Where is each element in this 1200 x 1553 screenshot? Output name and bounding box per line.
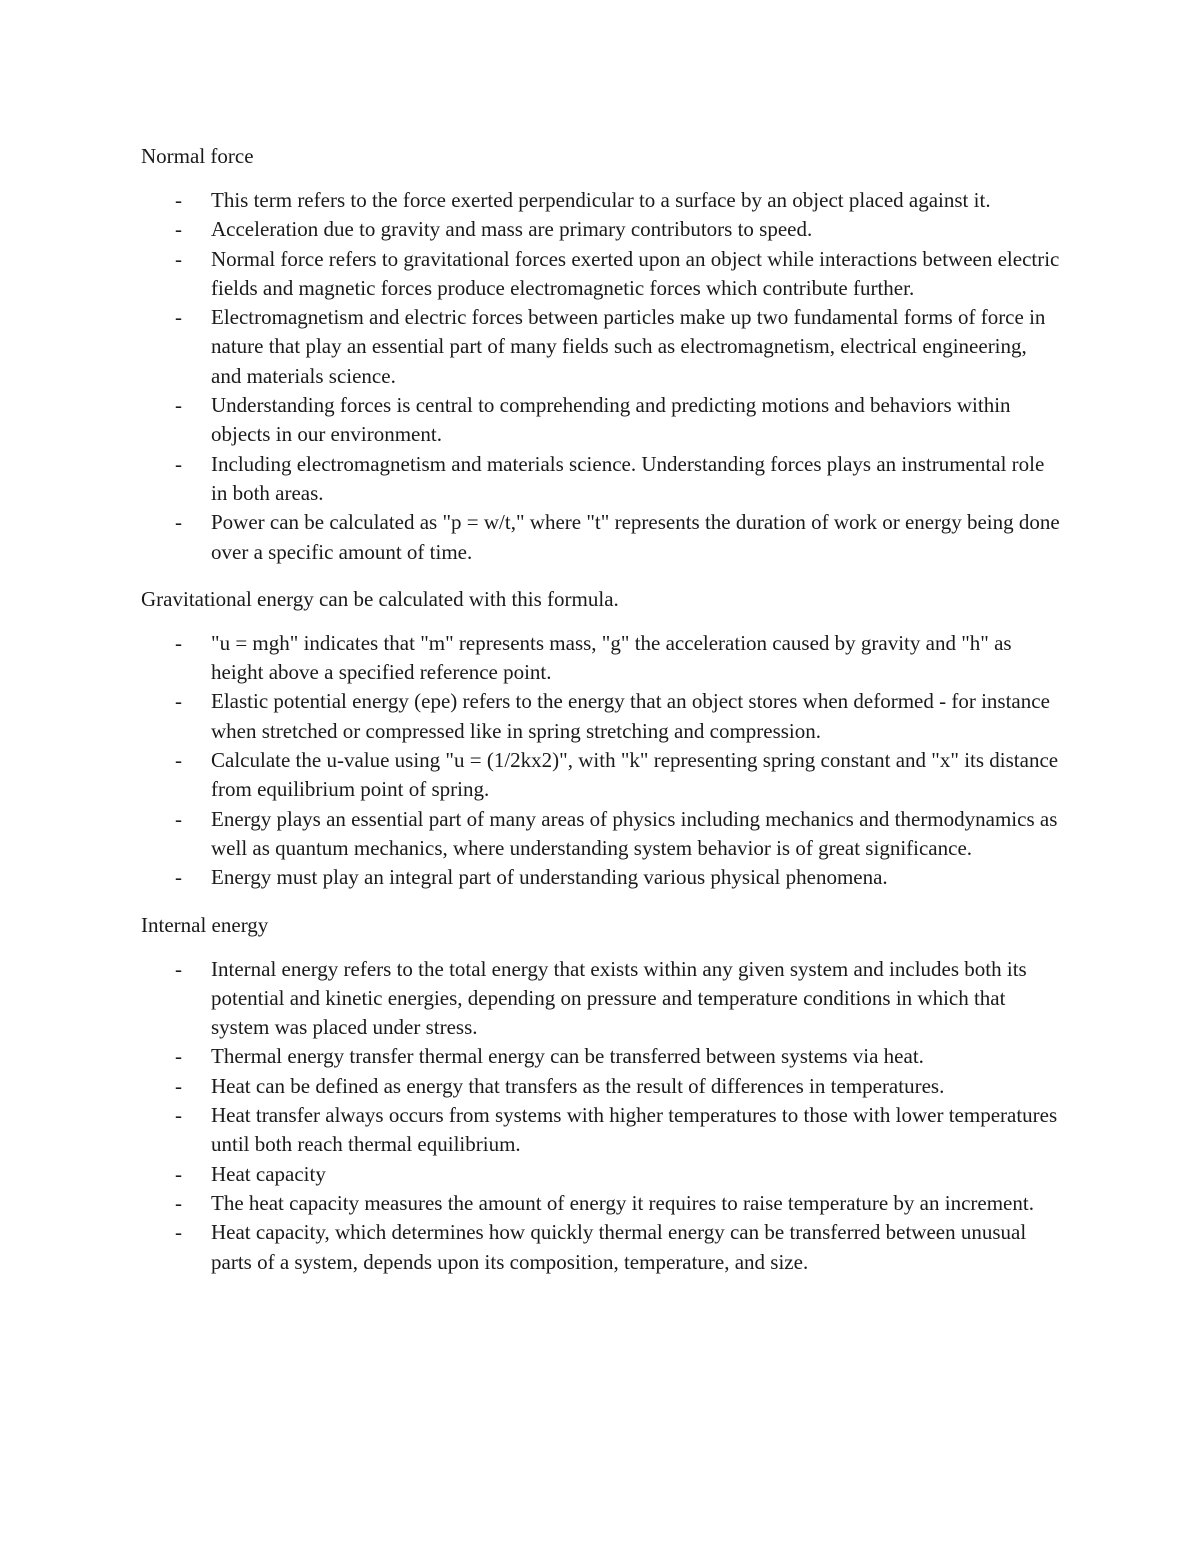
bullet-text: The heat capacity measures the amount of energy it requires to raise temperature by an increment.	[211, 1190, 1034, 1215]
bullet-text: Electromagnetism and electric forces between particles make up two fundamental forms of force in nature that play an essential part of many fields such as electromagnetism, electrical engineering, and materials science.	[211, 305, 1046, 388]
list-item	[141, 1042, 1061, 1071]
bullet-text: Calculate the u-value using "u = (1/2kx2)", with "k" representing spring constant and "x" its distance from equilibrium point of spring.	[211, 748, 1059, 802]
bullet-text: Heat capacity, which determines how quickly thermal energy can be transferred between unusual parts of a system, depends upon its composition, temperature, and size.	[211, 1220, 1027, 1274]
section-heading-internal-energy: Internal energy	[141, 912, 269, 937]
bullet-text: Power can be calculated as "p = w/t," where "t" represents the duration of work or energy being done over a specific amount of time.	[211, 510, 1060, 564]
bullet-text: Elastic potential energy (epe) refers to the energy that an object stores when deformed - for instance when stretched or compressed like in spring stretching and compression.	[211, 689, 1050, 743]
bullet-text: Acceleration due to gravity and mass are primary contributors to speed.	[211, 217, 813, 242]
bullet-dash: -	[175, 1220, 182, 1245]
bullet-text: Heat can be defined as energy that transfers as the result of differences in temperatures.	[211, 1073, 945, 1098]
list-item	[141, 1160, 1061, 1189]
bullet-dash: -	[175, 1161, 182, 1186]
bullet-dash: -	[175, 451, 182, 476]
list-item	[141, 746, 1061, 805]
list-item	[141, 1189, 1061, 1218]
list-item	[141, 186, 1061, 215]
bullet-dash: -	[175, 1190, 182, 1215]
list-item	[141, 245, 1061, 304]
list-item	[141, 450, 1061, 509]
section-heading-gravitational-energy: Gravitational energy can be calculated with this formula.	[141, 586, 619, 611]
bullet-dash: -	[175, 630, 182, 655]
bullet-text: Understanding forces is central to comprehending and predicting motions and behaviors within objects in our environment.	[211, 393, 1011, 447]
bullet-text: Heat transfer always occurs from systems with higher temperatures to those with lower temperatures until both reach thermal equilibrium.	[211, 1103, 1058, 1157]
bullet-dash: -	[175, 217, 182, 242]
bullet-dash: -	[175, 689, 182, 714]
bullet-dash: -	[175, 748, 182, 773]
bullet-text: Normal force refers to gravitational forces exerted upon an object while interactions between electric fields and magnetic forces produce electromagnetic forces which contribute further.	[211, 246, 1060, 300]
bullet-text: Internal energy refers to the total energy that exists within any given system and includes both its potential and kinetic energies, depending on pressure and temperature conditions in which that system was placed under stress.	[211, 956, 1027, 1040]
bullet-dash: -	[175, 305, 182, 330]
bullet-dash: -	[175, 246, 182, 271]
list-item	[141, 1101, 1061, 1160]
document-page	[141, 142, 1061, 1277]
list-item	[141, 863, 1061, 892]
bullet-dash: -	[175, 806, 182, 831]
list-item	[141, 215, 1061, 244]
list-item	[141, 1072, 1061, 1101]
bullet-text: "u = mgh" indicates that "m" represents mass, "g" the acceleration caused by gravity and "h" as height above a specified reference point.	[211, 630, 1012, 685]
section-heading-normal-force: Normal force	[141, 144, 254, 168]
bullet-text: Including electromagnetism and materials science. Understanding forces plays an instrumental role in both areas.	[211, 451, 1045, 505]
list-item	[141, 805, 1061, 864]
bullet-text: This term refers to the force exerted perpendicular to a surface by an object placed against it.	[211, 188, 991, 212]
bullet-dash: -	[175, 865, 182, 890]
bullet-dash: -	[175, 1103, 182, 1128]
bullet-dash: -	[175, 393, 182, 418]
list-item	[141, 303, 1061, 391]
bullet-dash: -	[175, 188, 182, 212]
list-item	[141, 955, 1061, 1043]
bullet-text: Thermal energy transfer thermal energy can be transferred between systems via heat.	[211, 1044, 924, 1069]
list-item	[141, 687, 1061, 746]
list-item	[141, 391, 1061, 450]
bullet-list-gravitational-energy	[141, 629, 1061, 893]
bullet-list-internal-energy	[141, 955, 1061, 1277]
list-item	[141, 629, 1061, 688]
list-item	[141, 1218, 1061, 1277]
bullet-text: Energy must play an integral part of understanding various physical phenomena.	[211, 865, 888, 890]
bullet-dash: -	[175, 1073, 182, 1098]
bullet-dash: -	[175, 1044, 182, 1069]
bullet-list-normal-force	[141, 186, 1061, 567]
bullet-text: Heat capacity	[211, 1161, 326, 1186]
bullet-dash: -	[175, 510, 182, 535]
bullet-dash: -	[175, 956, 182, 981]
list-item	[141, 508, 1061, 567]
bullet-text: Energy plays an essential part of many areas of physics including mechanics and thermodynamics as well as quantum mechanics, where understanding system behavior is of great significance.	[211, 806, 1058, 860]
